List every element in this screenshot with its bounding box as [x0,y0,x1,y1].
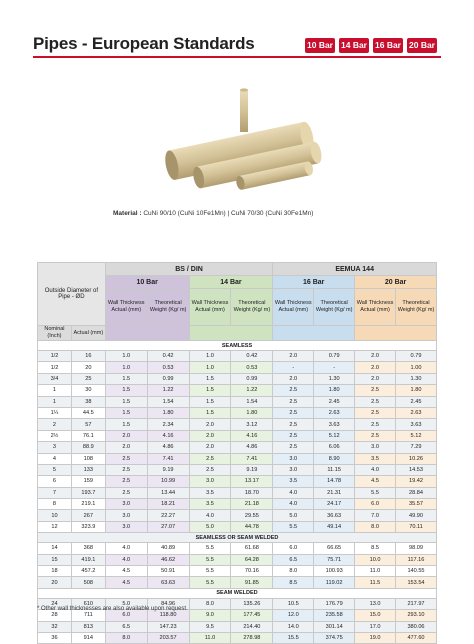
table-cell: 7.0 [355,510,396,521]
table-cell: 457.2 [71,566,105,577]
table-cell: 21.18 [231,499,273,510]
table-cell: 3.12 [231,419,273,430]
table-cell: 2.0 [273,351,314,362]
table-cell: 64.28 [231,554,273,565]
table-cell: 91.85 [231,577,273,588]
table-cell: 36 [38,632,72,643]
table-cell: 293.10 [396,610,437,621]
table-cell: 219.1 [71,499,105,510]
bar-header-16: 16 Bar [273,276,355,289]
table-cell: 2.45 [396,396,437,407]
table-cell: 5.0 [273,510,314,521]
table-cell: 46.62 [147,554,189,565]
table-cell: 2.5 [105,476,147,487]
title-divider [33,56,441,58]
table-cell: 3.0 [189,476,231,487]
table-cell: 61.68 [231,543,273,554]
table-cell: 2.0 [105,442,147,453]
table-cell: 84.96 [147,598,189,609]
table-cell: 5.0 [189,521,231,532]
table-cell: 3 [38,442,72,453]
table-cell: 1.54 [147,396,189,407]
table-cell: 2.5 [105,453,147,464]
table-row [38,385,437,396]
wall-header: Wall Thickness Actual (mm) [355,289,396,326]
table-cell: 1¼ [38,407,72,418]
table-cell: 2.5 [355,396,396,407]
table-cell: 1 [38,396,72,407]
table-cell: 1.5 [189,373,231,384]
table-cell: 1.5 [189,396,231,407]
section-header-row [38,533,437,543]
table-cell: 49.90 [396,510,437,521]
table-cell: 813 [71,621,105,632]
table-cell: 2.5 [189,453,231,464]
table-cell: 100.93 [314,566,355,577]
table-cell: 1 [38,385,72,396]
table-row [38,351,437,362]
table-cell: 2.0 [189,419,231,430]
table-cell: 9.0 [189,610,231,621]
table-cell: 4.0 [105,554,147,565]
table-cell: 2.63 [396,407,437,418]
wall-header: Wall Thickness Actual (mm) [273,289,314,326]
table-cell: 1.30 [314,373,355,384]
table-cell: 368 [71,543,105,554]
table-cell: 5.12 [396,430,437,441]
table-cell: 29.55 [231,510,273,521]
section-header-row [38,341,437,351]
table-cell: 0.79 [314,351,355,362]
table-cell: 508 [71,577,105,588]
table-cell: 6 [38,476,72,487]
table-cell: 4.0 [189,510,231,521]
table-cell: 1.0 [105,362,147,373]
table-row [38,499,437,510]
table-cell: 2.45 [314,396,355,407]
table-cell: 15.0 [355,610,396,621]
table-cell: 914 [71,632,105,643]
table-cell: 203.57 [147,632,189,643]
table-cell: 1.0 [105,351,147,362]
table-cell: 5.5 [273,521,314,532]
table-cell: 1.22 [147,385,189,396]
table-row [38,632,437,643]
table-cell: 9.19 [147,464,189,475]
table-cell: 177.45 [231,610,273,621]
table-cell: 2.5 [273,385,314,396]
table-cell: 6.5 [105,621,147,632]
table-cell: 4.5 [355,476,396,487]
table-cell: 2.0 [189,430,231,441]
table-cell: 8.5 [355,543,396,554]
table-row [38,554,437,565]
table-cell: 118.80 [147,610,189,621]
table-cell: 6.0 [105,610,147,621]
table-cell: 5.5 [189,543,231,554]
actual-header: Actual (mm) [71,326,105,341]
table-cell: 44.5 [71,407,105,418]
table-cell: 8.0 [105,632,147,643]
table-cell: 35.57 [396,499,437,510]
table-cell: 30 [71,385,105,396]
table-cell: 22.27 [147,510,189,521]
table-cell: 1/2 [38,362,72,373]
table-row [38,464,437,475]
table-row [38,362,437,373]
table-cell: 1/2 [38,351,72,362]
table-cell: 5.0 [105,598,147,609]
table-cell: 1.80 [396,385,437,396]
badge-20-bar: 20 Bar [407,38,437,53]
table-cell: 3.0 [105,510,147,521]
table-cell: 14.53 [396,464,437,475]
footnote: * Other wall thicknesses are also available upon request. [37,606,188,612]
table-cell: 217.97 [396,598,437,609]
table-cell: 28 [38,610,72,621]
table-cell: 24 [38,598,72,609]
table-cell: 7 [38,487,72,498]
table-cell: 176.79 [314,598,355,609]
table-cell: 214.40 [231,621,273,632]
badge-10-bar: 10 Bar [305,38,335,53]
table-cell: 88.9 [71,442,105,453]
section-label: SEAMLESS [38,341,437,351]
table-cell: 3.0 [273,464,314,475]
table-cell: 1.5 [105,385,147,396]
table-cell: 70.16 [231,566,273,577]
table-cell: 3.0 [105,499,147,510]
table-cell: 70.11 [396,521,437,532]
table-cell: - [314,362,355,373]
table-cell: 2.34 [147,419,189,430]
table-cell: 3.5 [189,499,231,510]
table-cell: 1.5 [105,419,147,430]
table-cell: 57 [71,419,105,430]
table-cell: 1.5 [105,407,147,418]
page-title: Pipes - European Standards [33,34,255,53]
table-cell: 2.0 [355,362,396,373]
table-cell: 1.0 [189,362,231,373]
table-cell: 193.7 [71,487,105,498]
table-cell: 10 [38,510,72,521]
table-cell: 3.63 [314,419,355,430]
table-cell: 323.9 [71,521,105,532]
table-cell: 267 [71,510,105,521]
table-cell: 3/4 [38,373,72,384]
table-row [38,566,437,577]
table-cell: 1.5 [189,407,231,418]
table-row [38,510,437,521]
table-cell: 5.5 [189,554,231,565]
table-cell: 20 [38,577,72,588]
table-cell: 1.5 [189,385,231,396]
table-cell: 9.19 [231,464,273,475]
table-row [38,430,437,441]
table-cell: 2.5 [105,464,147,475]
table-cell: 2.5 [273,396,314,407]
table-cell: 5 [38,464,72,475]
table-row [38,621,437,632]
table-cell: 2.5 [105,487,147,498]
wall-header: Wall Thickness Actual (mm) [189,289,231,326]
table-cell: 1.80 [314,385,355,396]
table-cell: 17.0 [355,621,396,632]
table-cell: 1.80 [147,407,189,418]
table-cell: 10.26 [396,453,437,464]
material-label: Material : [113,210,142,217]
table-cell: 63.63 [147,577,189,588]
group-bsdin: BS / DIN [105,263,273,276]
table-cell: 133 [71,464,105,475]
table-cell: 18.70 [231,487,273,498]
table-cell: 0.53 [231,362,273,373]
table-cell: 1.5 [105,396,147,407]
table-cell: 1.54 [231,396,273,407]
bar-header-14: 14 Bar [189,276,273,289]
table-cell: 50.91 [147,566,189,577]
table-cell: 2.5 [273,407,314,418]
table-cell: 6.5 [273,554,314,565]
group-eemua: EEMUA 144 [273,263,437,276]
table-cell: 2.5 [273,442,314,453]
table-cell: 8.0 [273,566,314,577]
table-cell: 3.5 [273,476,314,487]
table-cell: 8.0 [355,521,396,532]
table-cell: 374.75 [314,632,355,643]
table-cell: 18.21 [147,499,189,510]
table-cell: 13.44 [147,487,189,498]
table-cell: 10.99 [147,476,189,487]
table-cell: 3.0 [105,521,147,532]
badge-16-bar: 16 Bar [373,38,403,53]
table-cell: 235.58 [314,610,355,621]
od-header: Outside Diameter of Pipe - ØD [38,263,106,326]
table-cell: 0.99 [231,373,273,384]
table-cell: 12.0 [273,610,314,621]
table-cell: 32 [38,621,72,632]
table-cell: 4.5 [105,577,147,588]
table-cell: 0.53 [147,362,189,373]
table-cell: 2½ [38,430,72,441]
table-cell: 477.60 [396,632,437,643]
table-cell: 15 [38,554,72,565]
table-cell: 5.5 [189,577,231,588]
table-cell: 1.80 [231,407,273,418]
table-cell: 1.30 [396,373,437,384]
table-cell: 40.89 [147,543,189,554]
table-cell: 11.5 [355,577,396,588]
weight-header: Theoretical Weight (Kg/ m) [147,289,189,326]
table-cell: 2.5 [189,464,231,475]
table-cell: 2.5 [273,430,314,441]
table-cell: 7.41 [147,453,189,464]
table-row [38,543,437,554]
table-cell: 27.07 [147,521,189,532]
table-cell: 2.5 [273,419,314,430]
table-cell: 14.78 [314,476,355,487]
weight-header: Theoretical Weight (Kg/ m) [396,289,437,326]
table-cell: 3.0 [355,442,396,453]
table-cell: 9.5 [189,621,231,632]
table-cell: 5.5 [189,566,231,577]
table-cell: 4.16 [231,430,273,441]
section-label: SEAM WELDED [38,588,437,598]
table-cell: 10.0 [355,554,396,565]
table-cell: 13.0 [355,598,396,609]
table-cell: 8.0 [189,598,231,609]
table-row [38,442,437,453]
table-cell: 119.02 [314,577,355,588]
table-cell: 0.42 [231,351,273,362]
table-row [38,419,437,430]
table-cell: 610 [71,598,105,609]
table-cell: 8.5 [273,577,314,588]
table-cell: 14 [38,543,72,554]
table-cell: 1.0 [189,351,231,362]
table-cell: 6.0 [355,499,396,510]
table-cell: 38 [71,396,105,407]
table-cell: 108 [71,453,105,464]
table-cell: 19.0 [355,632,396,643]
table-cell: 13.17 [231,476,273,487]
table-cell: 1.22 [231,385,273,396]
table-cell: 4.86 [231,442,273,453]
table-row [38,373,437,384]
bar-header-10: 10 Bar [105,276,189,289]
table-cell: 2.5 [355,430,396,441]
table-cell: 4.5 [105,566,147,577]
table-cell: 49.14 [314,521,355,532]
table-cell: 419.1 [71,554,105,565]
table-cell: 301.14 [314,621,355,632]
table-row [38,453,437,464]
section-label: SEAMLESS OR SEAM WELDED [38,533,437,543]
table-cell: 8 [38,499,72,510]
table-cell: 76.1 [71,430,105,441]
table-cell: 117.16 [396,554,437,565]
table-cell: 21.31 [314,487,355,498]
table-cell: 2 [38,419,72,430]
table-cell: 8.90 [314,453,355,464]
table-cell: 4.0 [273,487,314,498]
table-cell: 11.0 [355,566,396,577]
table-cell: 4.0 [105,543,147,554]
table-cell: 4.0 [273,499,314,510]
table-cell: 2.5 [355,419,396,430]
table-cell: 66.65 [314,543,355,554]
table-cell: 44.78 [231,521,273,532]
table-cell: 19.42 [396,476,437,487]
table-cell: 5.12 [314,430,355,441]
material-value: CuNi 90/10 (CuNi 10Fe1Mn) | CuNi 70/30 (CuNi 30Fe1Mn) [143,210,314,217]
table-cell: 25 [71,373,105,384]
table-cell: 380.06 [396,621,437,632]
table-cell: 15.5 [273,632,314,643]
table-cell: 20 [71,362,105,373]
pressure-badges [305,38,437,53]
table-cell: 711 [71,610,105,621]
table-cell: 4.16 [147,430,189,441]
table-cell: 0.99 [147,373,189,384]
table-cell: 7.41 [231,453,273,464]
table-cell: 3.5 [189,487,231,498]
table-cell: 4.0 [355,464,396,475]
table-cell: - [273,362,314,373]
table-row [38,476,437,487]
table-row [38,521,437,532]
table-cell: 2.0 [189,442,231,453]
pipes-illustration [158,88,328,198]
section-header-row [38,588,437,598]
badge-14-bar: 14 Bar [339,38,369,53]
table-cell: 2.0 [273,373,314,384]
table-row [38,396,437,407]
weight-header: Theoretical Weight (Kg/ m) [314,289,355,326]
table-cell: 2.5 [355,385,396,396]
table-cell: 6.0 [273,543,314,554]
bar-header-20: 20 Bar [355,276,437,289]
table-body [38,341,437,644]
table-cell: 2.63 [314,407,355,418]
weight-header: Theoretical Weight (Kg/ m) [231,289,273,326]
table-cell: 0.42 [147,351,189,362]
table-cell: 1.00 [396,362,437,373]
table-cell: 3.5 [355,453,396,464]
table-cell: 11.0 [189,632,231,643]
table-cell: 3.0 [273,453,314,464]
table-cell: 98.09 [396,543,437,554]
table-cell: 153.54 [396,577,437,588]
table-cell: 1.5 [105,373,147,384]
table-cell: 2.5 [355,407,396,418]
table-cell: 2.0 [355,373,396,384]
nominal-header: Nominal (Inch) [38,326,72,341]
table-row [38,577,437,588]
table-cell: 75.71 [314,554,355,565]
table-cell: 12 [38,521,72,532]
table-row [38,487,437,498]
table-cell: 10.5 [273,598,314,609]
table-cell: 147.23 [147,621,189,632]
table-cell: 0.79 [396,351,437,362]
table-cell: 6.06 [314,442,355,453]
table-cell: 4 [38,453,72,464]
table-cell: 36.63 [314,510,355,521]
table-cell: 2.0 [105,430,147,441]
material-line [113,210,313,217]
wall-header: Wall Thickness Actual (mm) [105,289,147,326]
table-cell: 3.63 [396,419,437,430]
table-row [38,407,437,418]
table-cell: 159 [71,476,105,487]
table-cell: 5.5 [355,487,396,498]
table-cell: 7.29 [396,442,437,453]
table-cell: 278.98 [231,632,273,643]
table-cell: 135.26 [231,598,273,609]
table-cell: 28.84 [396,487,437,498]
table-cell: 140.55 [396,566,437,577]
table-cell: 14.0 [273,621,314,632]
table-cell: 16 [71,351,105,362]
pipe-spec-table [37,262,437,644]
table-cell: 24.17 [314,499,355,510]
table-cell: 2.0 [355,351,396,362]
table-cell: 11.15 [314,464,355,475]
table-cell: 18 [38,566,72,577]
table-cell: 4.86 [147,442,189,453]
